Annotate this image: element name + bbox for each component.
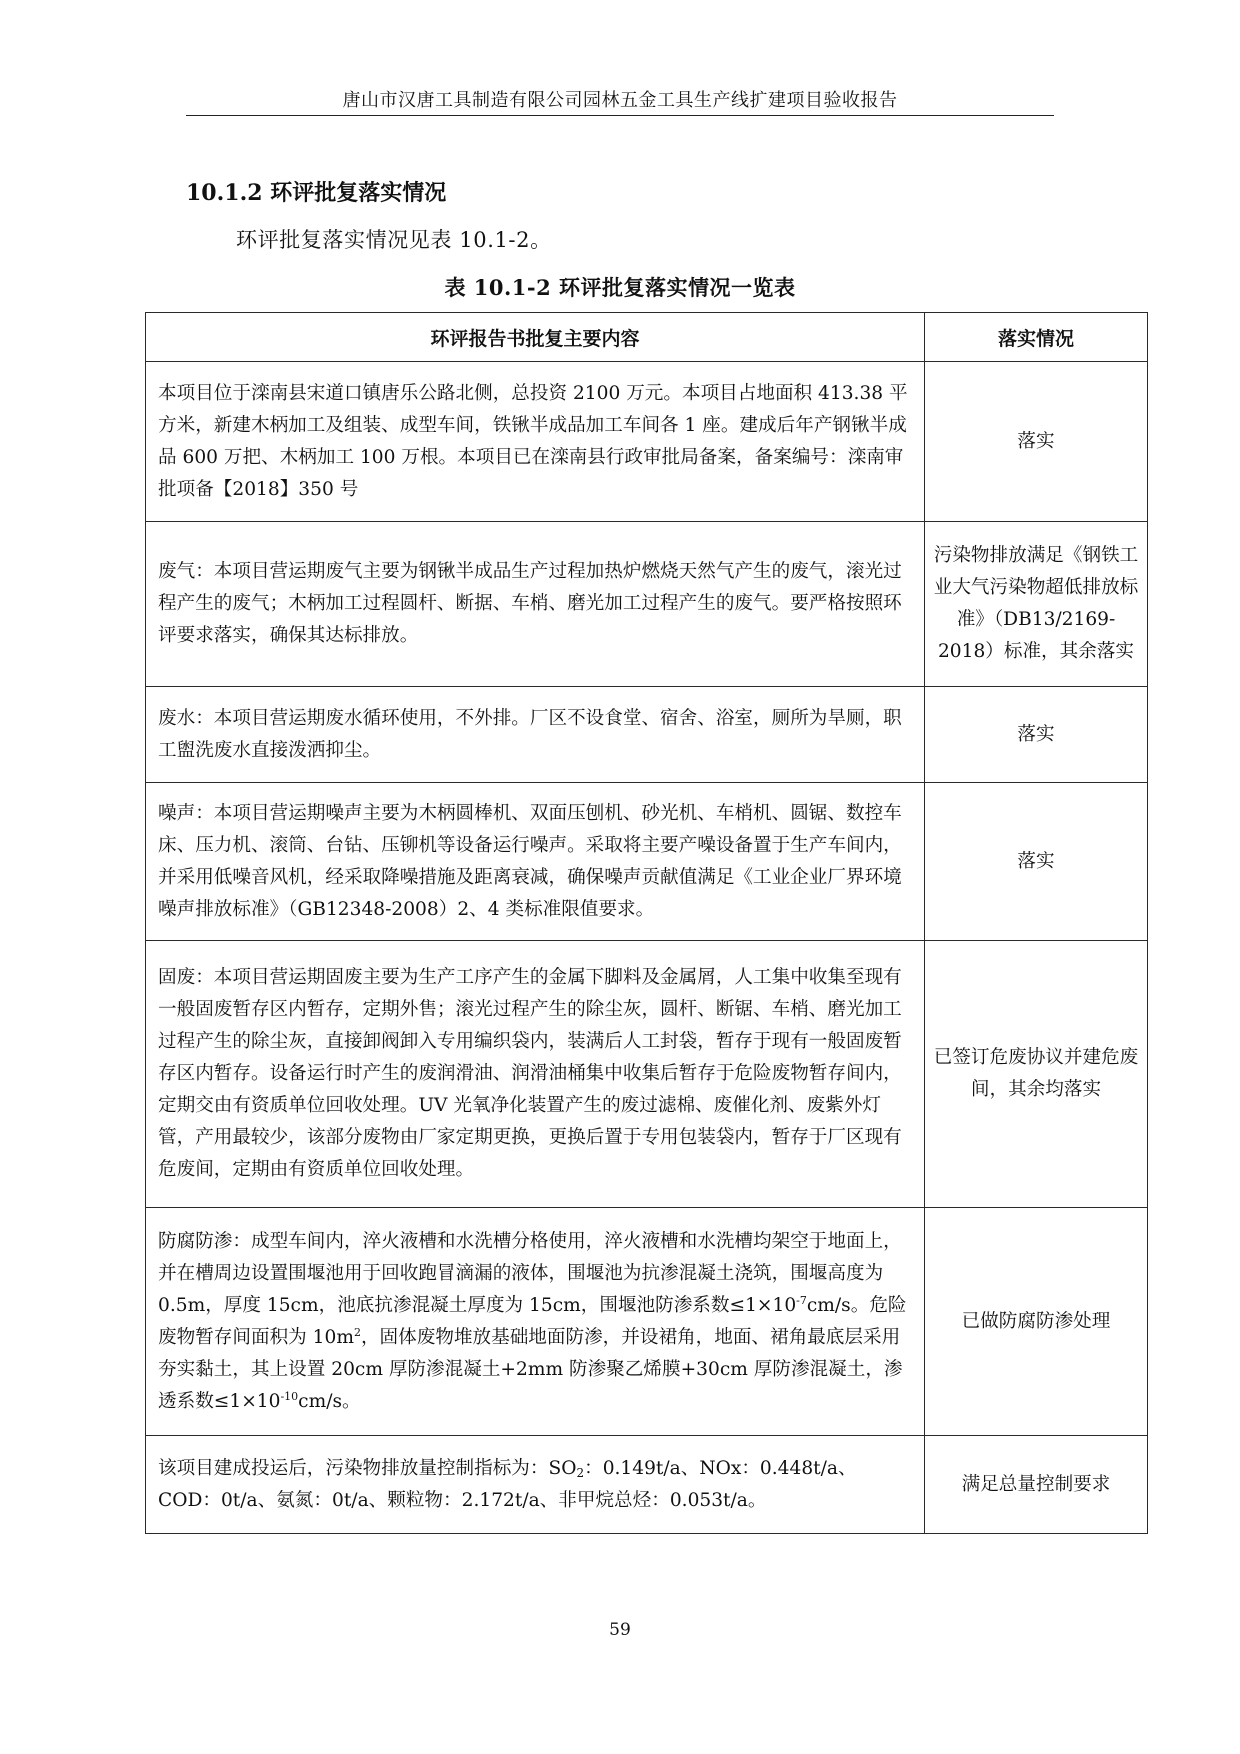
row-status: 污染物排放满足《钢铁工业大气污染物超低排放标准》（DB13/2169-2018）标准，其余落实 bbox=[925, 522, 1148, 687]
table-caption: 表 10.1-2 环评批复落实情况一览表 bbox=[444, 275, 796, 300]
column-header-status: 落实情况 bbox=[925, 313, 1148, 362]
section-heading: 10.1.2 环评批复落实情况 bbox=[186, 180, 447, 206]
row-content-waste-water: 废水：本项目营运期废水循环使用，不外排。厂区不设食堂、宿舍、浴室，厕所为旱厕，职工盥洗废水直接泼洒抑尘。 bbox=[146, 687, 925, 783]
row-status: 满足总量控制要求 bbox=[925, 1436, 1148, 1534]
text-segment: cm/s。危险废物暂存间面积为 10m bbox=[158, 1294, 907, 1348]
superscript: 2 bbox=[353, 1325, 361, 1339]
row-content-anticorrosion bbox=[146, 1208, 925, 1436]
column-header-content: 环评报告书批复主要内容 bbox=[146, 313, 925, 362]
text-segment: 该项目建成投运后，污染物排放量控制指标为：SO bbox=[158, 1457, 577, 1479]
row-status: 已签订危废协议并建危废间，其余均落实 bbox=[925, 941, 1148, 1208]
row-content-waste-gas: 废气：本项目营运期废气主要为钢锹半成品生产过程加热炉燃烧天然气产生的废气，滚光过程产生的废气；木柄加工过程圆杆、断据、车梢、磨光加工过程产生的废气。要严格按照环评要求落实，确保其达标排放。 bbox=[146, 522, 925, 687]
row-status: 落实 bbox=[925, 687, 1148, 783]
table-row bbox=[146, 522, 1148, 687]
table-row bbox=[146, 1208, 1148, 1436]
page-number: 59 bbox=[609, 1620, 631, 1640]
table-row bbox=[146, 783, 1148, 941]
row-content-project-overview: 本项目位于滦南县宋道口镇唐乐公路北侧，总投资 2100 万元。本项目占地面积 413.38 平方米，新建木柄加工及组装、成型车间，铁锹半成品加工车间各 1 座。建成后年产钢锹半成品 600 万把、木柄加工 100 万根。本项目已在滦南县行政审批局备案，备案编号：滦南审批项备【2018】350 号 bbox=[146, 362, 925, 522]
running-header: 唐山市汉唐工具制造有限公司园林五金工具生产线扩建项目验收报告 bbox=[342, 90, 898, 111]
row-status: 落实 bbox=[925, 783, 1148, 941]
header-rule bbox=[186, 115, 1054, 116]
text-segment: cm/s。 bbox=[298, 1390, 361, 1412]
subscript: 2 bbox=[576, 1465, 585, 1480]
row-status: 已做防腐防渗处理 bbox=[925, 1208, 1148, 1436]
row-content-solid-waste: 固废：本项目营运期固废主要为生产工序产生的金属下脚料及金属屑，人工集中收集至现有一般固废暂存区内暂存，定期外售；滚光过程产生的除尘灰，圆杆、断锯、车梢、磨光加工过程产生的除尘灰，直接卸阀卸入专用编织袋内，装满后人工封袋，暂存于现有一般固废暂存区内暂存。设备运行时产生的废润滑油、润滑油桶集中收集后暂存于危险废物暂存间内，定期交由有资质单位回收处理。UV 光氧净化装置产生的废过滤棉、废催化剂、废紫外灯管，产用最较少，该部分废物由厂家定期更换，更换后置于专用包装袋内，暂存于厂区现有危废间，定期由有资质单位回收处理。 bbox=[146, 941, 925, 1208]
text-segment: ：0.149t/a、NOx：0.448t/a、COD：0t/a、氨氮：0t/a、颗粒物：2.172t/a、非甲烷总烃：0.053t/a。 bbox=[158, 1457, 857, 1511]
row-content-noise: 噪声：本项目营运期噪声主要为木柄圆棒机、双面压刨机、砂光机、车梢机、圆锯、数控车床、压力机、滚筒、台钻、压铆机等设备运行噪声。采取将主要产噪设备置于生产车间内，并采用低噪音风机，经采取降噪措施及距离衰减，确保噪声贡献值满足《工业企业厂界环境噪声排放标准》（GB12348-2008）2、4 类标准限值要求。 bbox=[146, 783, 925, 941]
row-content-total-emission bbox=[146, 1436, 925, 1534]
intro-paragraph: 环评批复落实情况见表 10.1-2。 bbox=[236, 228, 552, 252]
table-header-row bbox=[146, 313, 1148, 362]
approval-implementation-table bbox=[145, 312, 1148, 1534]
text-segment: 防腐防渗：成型车间内，淬火液槽和水洗槽分格使用，淬火液槽和水洗槽均架空于地面上，并在槽周边设置围堰池用于回收跑冒滴漏的液体，围堰池为抗渗混凝土浇筑，围堰高度为 0.5m，厚度 15cm，池底抗渗混凝土厚度为 15cm，围堰池防渗系数≤1×10 bbox=[158, 1230, 902, 1316]
row-status: 落实 bbox=[925, 362, 1148, 522]
superscript: -10 bbox=[280, 1389, 299, 1403]
table-row bbox=[146, 687, 1148, 783]
table-row bbox=[146, 941, 1148, 1208]
table-row bbox=[146, 1436, 1148, 1534]
superscript: -7 bbox=[796, 1293, 807, 1307]
text-segment: ，固体废物堆放基础地面防渗，并设裙角，地面、裙角最底层采用夯实黏土，其上设置 20cm 厚防渗混凝土+2mm 防渗聚乙烯膜+30cm 厚防渗混凝土，渗透系数≤1×10 bbox=[158, 1326, 903, 1412]
table-row bbox=[146, 362, 1148, 522]
